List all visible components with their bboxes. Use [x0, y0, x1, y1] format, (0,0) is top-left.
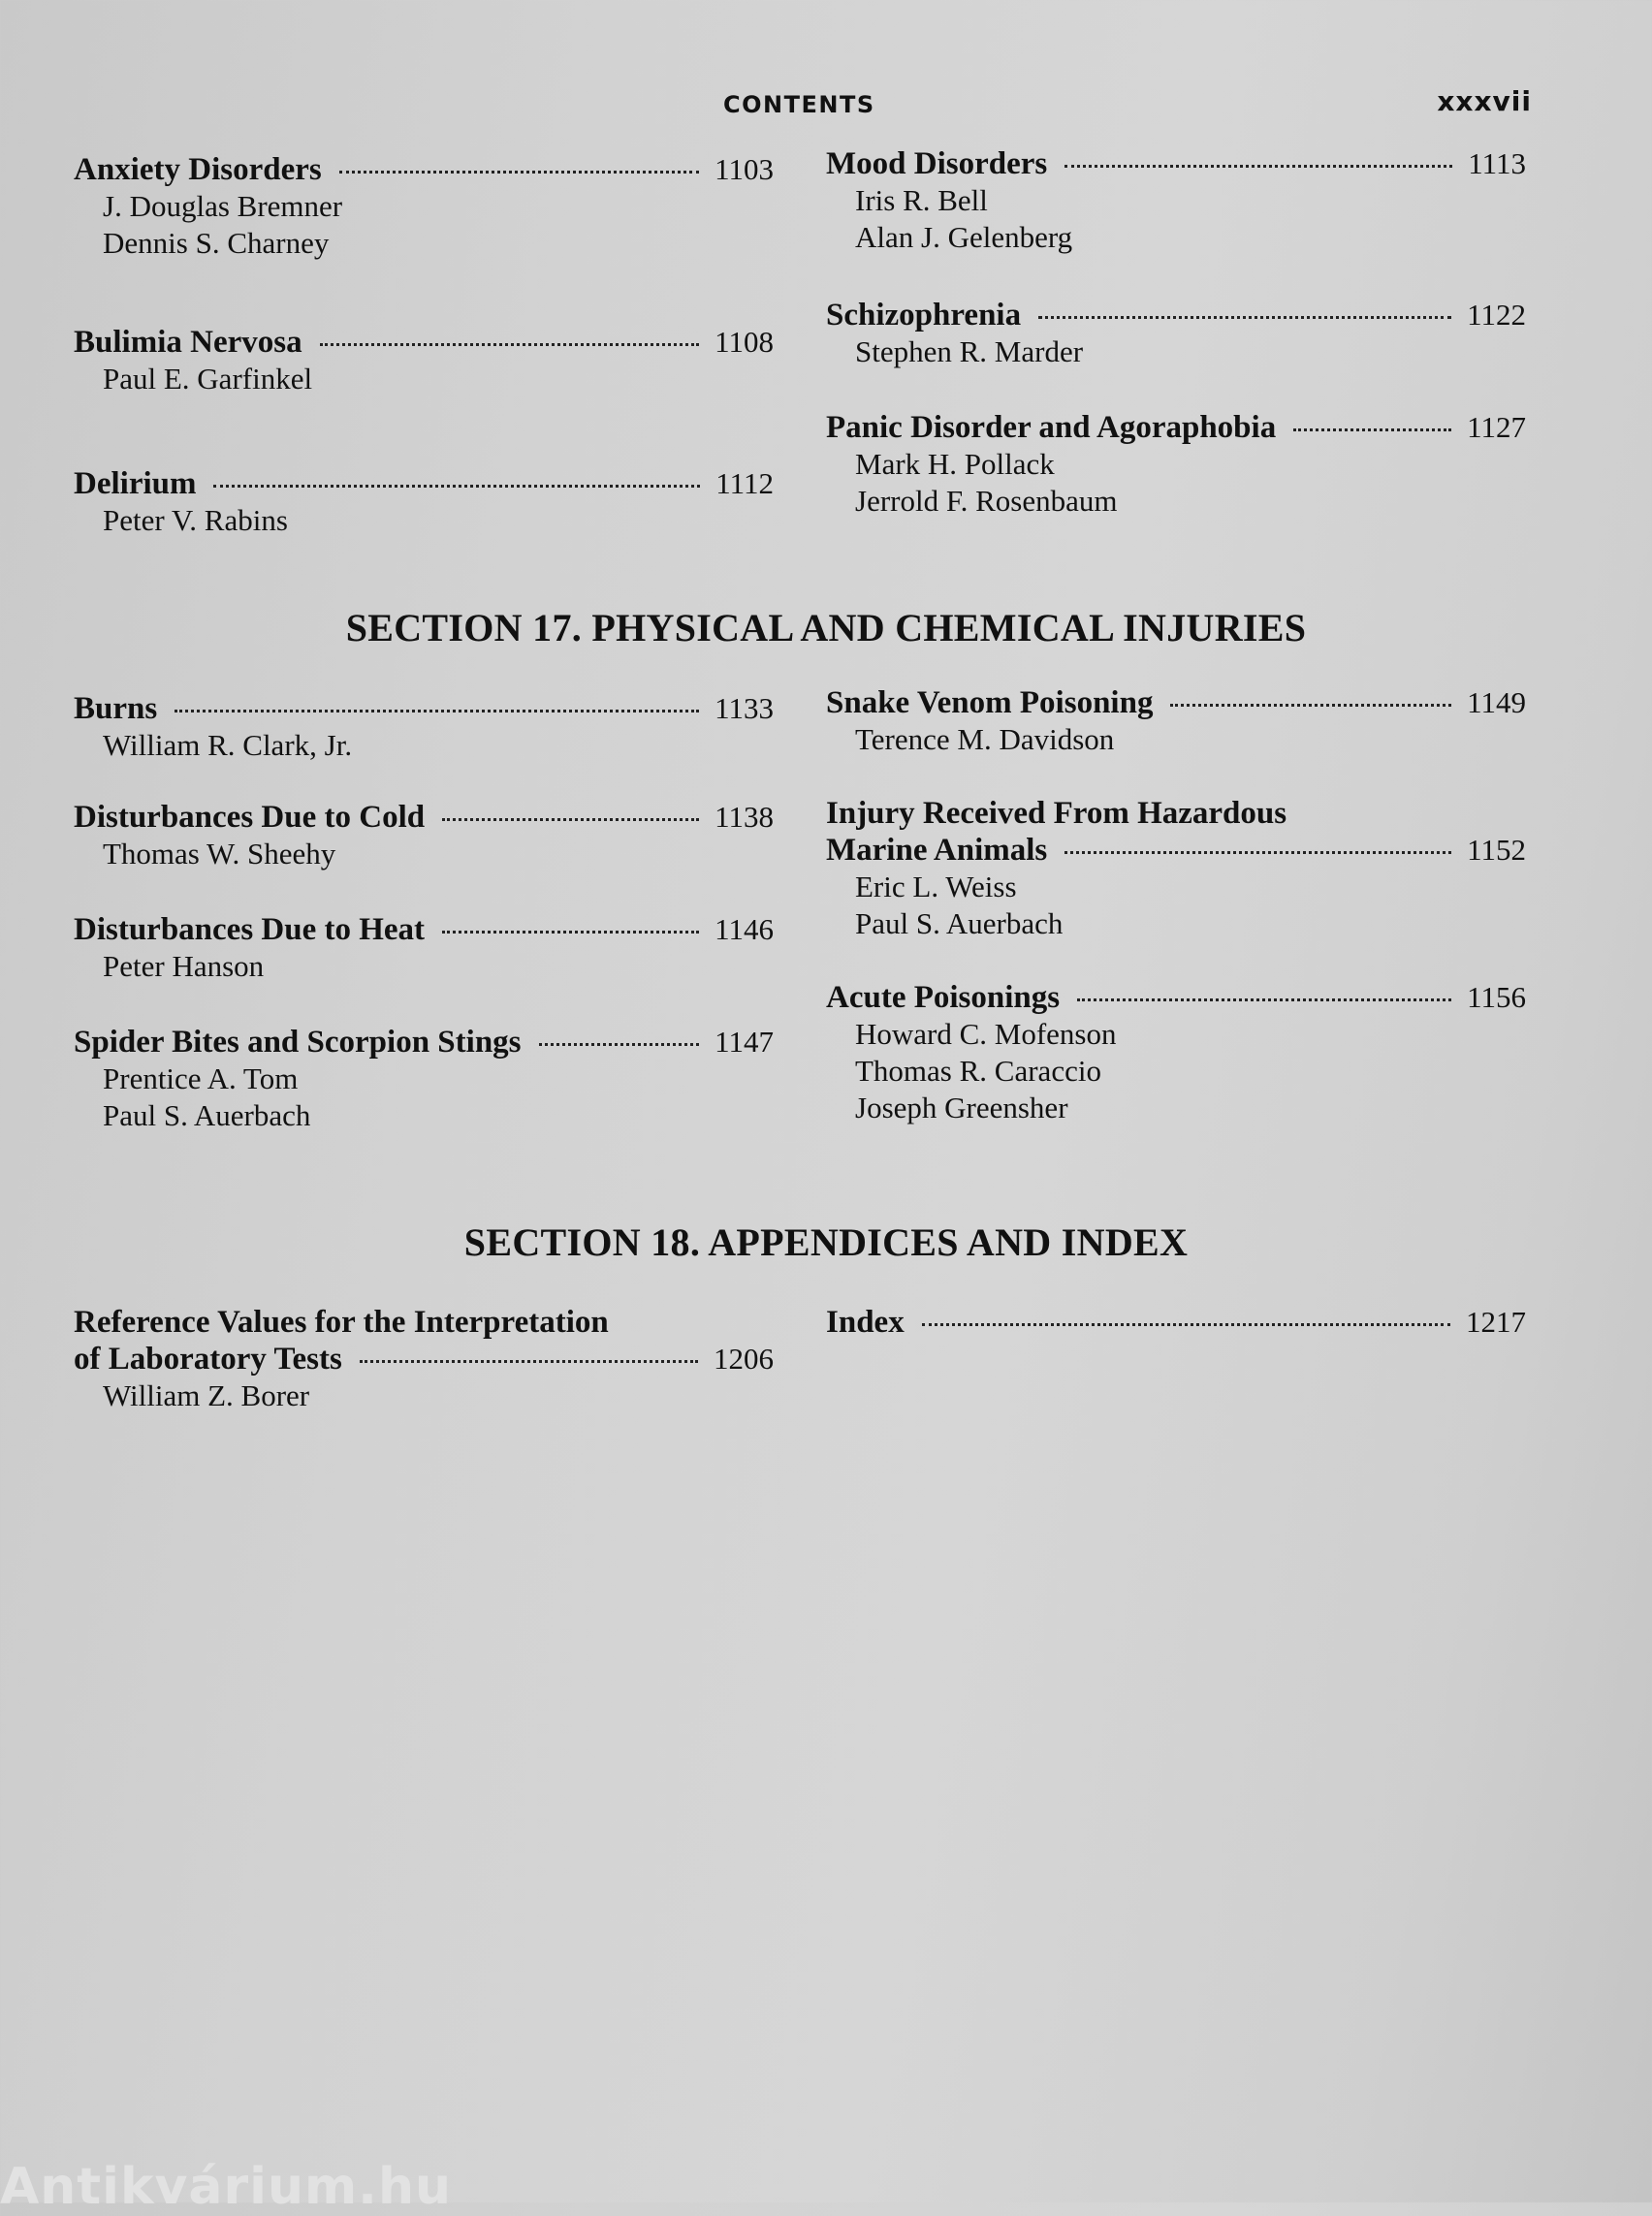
- running-header: [0, 85, 1652, 124]
- toc-page-number: 1149: [1467, 685, 1526, 719]
- toc-entry-title: Panic Disorder and Agoraphobia: [826, 410, 1277, 445]
- toc-entry-title: Anxiety Disorders: [74, 152, 322, 187]
- toc-entry-title: Snake Venom Poisoning: [826, 685, 1154, 720]
- toc-author: William R. Clark, Jr.: [103, 728, 353, 762]
- dot-leader: [175, 710, 699, 712]
- toc-title-row: [74, 1341, 774, 1377]
- toc-entry-title: Acute Poisonings: [826, 980, 1061, 1015]
- toc-entry[interactable]: [826, 979, 1526, 1126]
- toc-title-row: [74, 690, 774, 727]
- toc-entry-title: Disturbances Due to Heat: [74, 912, 426, 947]
- toc-entry[interactable]: [74, 1024, 774, 1134]
- toc-entry[interactable]: [74, 911, 774, 985]
- toc-entry-title: Mood Disorders: [826, 146, 1048, 181]
- toc-title-row: [826, 832, 1526, 869]
- toc-entry-title: Spider Bites and Scorpion Stings: [74, 1025, 522, 1060]
- toc-column-right-section18: [826, 1304, 1526, 1397]
- dot-leader: [320, 343, 700, 346]
- toc-author: Joseph Greensher: [855, 1091, 1068, 1124]
- toc-title-row: [826, 979, 1526, 1016]
- toc-page-number: 1133: [715, 691, 774, 725]
- toc-entry[interactable]: [74, 465, 774, 539]
- toc-page-number: 1108: [715, 325, 774, 359]
- toc-column-left-section17: [74, 690, 774, 1190]
- toc-author: Peter V. Rabins: [103, 503, 288, 537]
- page-number: xxxvii: [1437, 85, 1532, 117]
- toc-entry-title: Index: [826, 1305, 905, 1340]
- toc-author: J. Douglas Bremner: [103, 189, 343, 223]
- toc-author: Paul E. Garfinkel: [103, 362, 313, 396]
- toc-entry-title: Disturbances Due to Cold: [74, 800, 426, 835]
- dot-leader: [1038, 316, 1451, 319]
- toc-page-number: 1146: [715, 912, 774, 946]
- toc-column-left-top: [74, 151, 774, 595]
- toc-entry-title-line1: Injury Received From Hazardous: [826, 796, 1287, 831]
- toc-author: Peter Hanson: [103, 949, 265, 983]
- toc-entry[interactable]: [826, 409, 1526, 520]
- running-header-title: CONTENTS: [723, 91, 875, 118]
- toc-author: Thomas R. Caraccio: [855, 1054, 1101, 1088]
- toc-title-row: [74, 799, 774, 836]
- toc-page-number: 1113: [1468, 146, 1526, 180]
- toc-author: Stephen R. Marder: [855, 334, 1084, 368]
- toc-entry[interactable]: [74, 799, 774, 872]
- toc-title-row: [74, 324, 774, 361]
- toc-page-number: 1206: [714, 1342, 774, 1376]
- toc-page-number: 1122: [1467, 298, 1526, 332]
- toc-entry-title: Burns: [74, 691, 158, 726]
- toc-page-number: 1138: [715, 800, 774, 834]
- toc-title-row: [826, 1304, 1526, 1341]
- dot-leader: [442, 818, 699, 821]
- dot-leader: [1064, 851, 1451, 854]
- toc-entry[interactable]: [826, 684, 1526, 758]
- toc-author: Prentice A. Tom: [103, 1061, 299, 1095]
- toc-entry[interactable]: [826, 145, 1526, 256]
- toc-page-number: 1103: [715, 152, 774, 186]
- toc-column-right-section17: [826, 684, 1526, 1183]
- toc-entry[interactable]: [826, 795, 1526, 942]
- toc-title-row: [826, 409, 1526, 446]
- dot-leader: [1077, 998, 1451, 1001]
- dot-leader: [360, 1360, 698, 1363]
- toc-title-row: [74, 465, 774, 502]
- toc-author: Thomas W. Sheehy: [103, 837, 336, 871]
- toc-author: Alan J. Gelenberg: [855, 220, 1073, 254]
- toc-page-number: 1147: [715, 1025, 774, 1059]
- toc-title-row: [74, 911, 774, 948]
- toc-author: Paul S. Auerbach: [103, 1098, 311, 1132]
- toc-entry[interactable]: [74, 151, 774, 262]
- watermark: Antikvárium.hu: [0, 2158, 452, 2216]
- toc-author: Iris R. Bell: [855, 183, 988, 217]
- toc-author: Eric L. Weiss: [855, 870, 1017, 903]
- dot-leader: [213, 485, 700, 488]
- toc-author: Jerrold F. Rosenbaum: [855, 484, 1118, 518]
- toc-author: Paul S. Auerbach: [855, 906, 1064, 940]
- toc-entry-title-line1: Reference Values for the Interpretation: [74, 1305, 609, 1340]
- dot-leader: [1064, 165, 1452, 168]
- toc-entry-title: Delirium: [74, 466, 197, 501]
- toc-entry-title: Bulimia Nervosa: [74, 325, 302, 360]
- toc-entry[interactable]: [74, 690, 774, 764]
- toc-entry-title: of Laboratory Tests: [74, 1342, 342, 1377]
- toc-author: Mark H. Pollack: [855, 447, 1055, 481]
- dot-leader: [539, 1043, 700, 1046]
- dot-leader: [339, 171, 699, 174]
- toc-page-number: 1127: [1467, 410, 1526, 444]
- section-17-heading: SECTION 17. PHYSICAL AND CHEMICAL INJURIES: [345, 606, 1307, 649]
- toc-column-left-section18: [74, 1304, 774, 1471]
- toc-entry-title: Marine Animals: [826, 833, 1048, 868]
- toc-entry[interactable]: [74, 1304, 774, 1414]
- toc-title-row: [74, 151, 774, 188]
- toc-author: Howard C. Mofenson: [855, 1017, 1117, 1051]
- toc-entry[interactable]: [74, 324, 774, 397]
- toc-title-row: [826, 684, 1526, 721]
- toc-author: Dennis S. Charney: [103, 226, 330, 260]
- toc-title-row: [826, 145, 1526, 182]
- dot-leader: [1170, 704, 1451, 707]
- dot-leader: [442, 931, 699, 934]
- section-18-heading: SECTION 18. APPENDICES AND INDEX: [463, 1220, 1189, 1264]
- toc-entry-title: Schizophrenia: [826, 298, 1022, 332]
- toc-page-number: 1112: [715, 466, 774, 500]
- toc-entry[interactable]: [826, 297, 1526, 370]
- toc-page-number: 1217: [1466, 1305, 1526, 1339]
- toc-author: William Z. Borer: [103, 1378, 310, 1412]
- toc-column-right-top: [826, 145, 1526, 576]
- toc-page-number: 1152: [1467, 833, 1526, 867]
- toc-title-row: [74, 1024, 774, 1061]
- dot-leader: [1293, 428, 1451, 431]
- toc-entry[interactable]: [826, 1304, 1526, 1341]
- toc-page-number: 1156: [1467, 980, 1526, 1014]
- toc-author: Terence M. Davidson: [855, 722, 1115, 756]
- dot-leader: [922, 1323, 1450, 1326]
- toc-title-row: [826, 297, 1526, 333]
